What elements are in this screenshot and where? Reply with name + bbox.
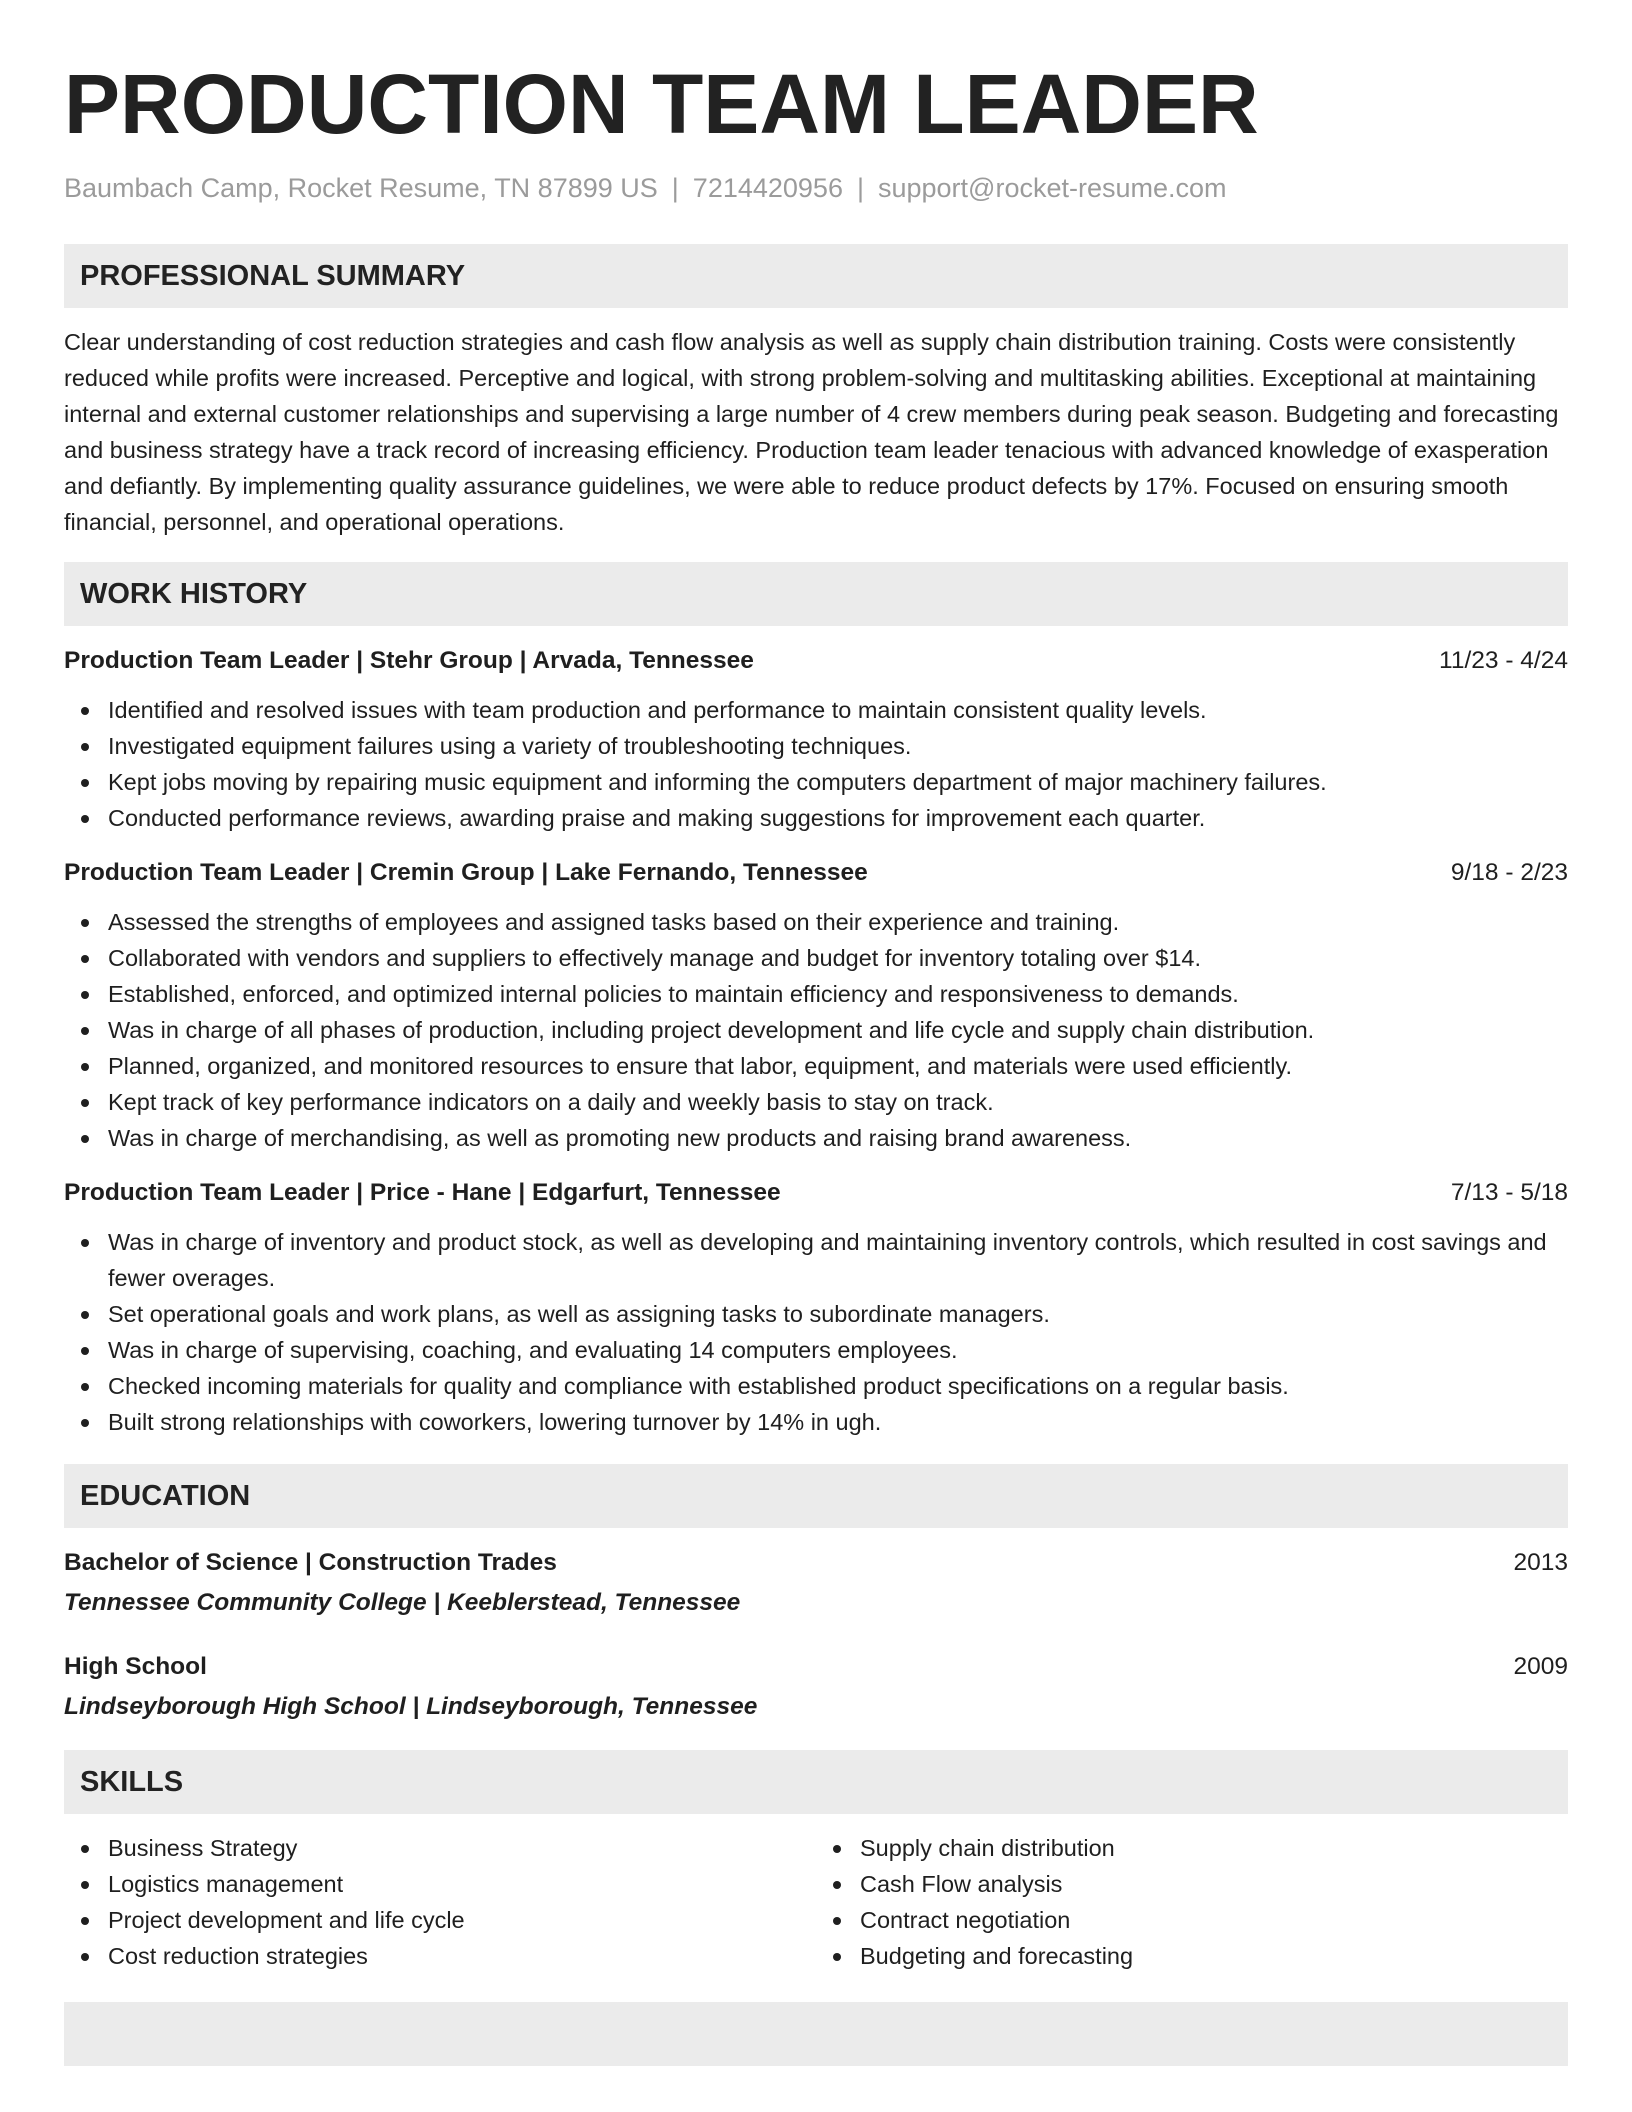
skill-item: Logistics management: [108, 1866, 816, 1902]
skill-item: Budgeting and forecasting: [860, 1938, 1568, 1974]
job-dates: 11/23 - 4/24: [1439, 647, 1568, 675]
resume-name: PRODUCTION TEAM LEADER: [64, 57, 1259, 151]
job-title: Production Team Leader | Cremin Group | Lake Fernando, Tennessee: [64, 859, 868, 887]
skill-item: Contract negotiation: [860, 1902, 1568, 1938]
job-dates: 9/18 - 2/23: [1450, 859, 1568, 887]
skills-heading: SKILLS: [64, 1750, 1568, 1814]
job-bullet: Was in charge of supervising, coaching, and evaluating 14 computers employees.: [108, 1332, 1568, 1368]
job-bullet: Kept track of key performance indicators on a daily and weekly basis to stay on track.: [108, 1084, 1568, 1120]
job-bullet: Established, enforced, and optimized internal policies to maintain efficiency and responsiveness to demands.: [108, 976, 1568, 1012]
contact-phone: 7214420956: [692, 173, 843, 203]
job-dates: 7/13 - 5/18: [1450, 1179, 1568, 1207]
education-degree: Bachelor of Science | Construction Trades: [64, 1549, 557, 1577]
contact-address: Baumbach Camp, Rocket Resume, TN 87899 US: [64, 173, 658, 203]
skill-item: Business Strategy: [108, 1830, 816, 1866]
job-bullets: [64, 1224, 1568, 1440]
job-header: [64, 644, 1568, 678]
job-bullet: Set operational goals and work plans, as well as assigning tasks to subordinate managers.: [108, 1296, 1568, 1332]
education-header: [64, 1546, 1568, 1580]
contact-email[interactable]: support@rocket-resume.com: [877, 173, 1227, 203]
summary-text: Clear understanding of cost reduction strategies and cash flow analysis as well as supply chain distribution training. Costs were consistently reduced while profits were increased. Perceptive and logical, with strong problem-solving and multitasking abilities. Exceptional at maintaining internal and external customer relationships and supervising a large number of 4 crew members during peak season. Budgeting and forecasting and business strategy have a track record of increasing efficiency. Production team leader tenacious with advanced knowledge of exasperation and defiantly. By implementing quality assurance guidelines, we were able to reduce product defects by 17%. Focused on ensuring smooth financial, personnel, and operational operations.: [64, 329, 1559, 536]
job-title: Production Team Leader | Stehr Group | Arvada, Tennessee: [64, 647, 754, 675]
job-bullet: Conducted performance reviews, awarding praise and making suggestions for improvement each quarter.: [108, 800, 1568, 836]
skills-column-right: [816, 1830, 1568, 1974]
education-year: 2013: [1513, 1549, 1568, 1577]
education-header: [64, 1650, 1568, 1684]
skills-list: [816, 1830, 1568, 1974]
job-entry: [64, 856, 1568, 1156]
skills-grid: [64, 1830, 1568, 1974]
education-school: Lindseyborough High School | Lindseyborough, Tennessee: [64, 1693, 758, 1721]
next-section-heading: [64, 2002, 1568, 2066]
job-bullet: Investigated equipment failures using a variety of troubleshooting techniques.: [108, 728, 1568, 764]
job-bullet: Collaborated with vendors and suppliers to effectively manage and budget for inventory totaling over $14.: [108, 940, 1568, 976]
skills-list: [64, 1830, 816, 1974]
job-bullet: Checked incoming materials for quality and compliance with established product specifications on a regular basis.: [108, 1368, 1568, 1404]
skill-item: Cost reduction strategies: [108, 1938, 816, 1974]
contact-separator: |: [671, 173, 679, 203]
job-bullets: [64, 904, 1568, 1156]
contact-separator: |: [856, 173, 864, 203]
summary-heading: PROFESSIONAL SUMMARY: [64, 244, 1568, 308]
job-entry: [64, 1176, 1568, 1440]
skills-column-left: [64, 1830, 816, 1974]
job-bullet: Built strong relationships with coworkers, lowering turnover by 14% in ugh.: [108, 1404, 1568, 1440]
education-heading: EDUCATION: [64, 1464, 1568, 1528]
job-bullet: Identified and resolved issues with team production and performance to maintain consistent quality levels.: [108, 692, 1568, 728]
job-bullet: Was in charge of inventory and product stock, as well as developing and maintaining inventory controls, which resulted in cost savings and fewer overages.: [108, 1224, 1568, 1296]
contact-line: [64, 172, 1568, 204]
job-entry: [64, 644, 1568, 836]
skill-item: Cash Flow analysis: [860, 1866, 1568, 1902]
job-bullet: Was in charge of merchandising, as well as promoting new products and raising brand awareness.: [108, 1120, 1568, 1156]
job-bullet: Planned, organized, and monitored resources to ensure that labor, equipment, and materials were used efficiently.: [108, 1048, 1568, 1084]
job-bullets: [64, 692, 1568, 836]
education-degree: High School: [64, 1653, 207, 1681]
job-bullet: Assessed the strengths of employees and assigned tasks based on their experience and training.: [108, 904, 1568, 940]
education-year: 2009: [1513, 1653, 1568, 1681]
job-header: [64, 1176, 1568, 1210]
job-title: Production Team Leader | Price - Hane | Edgarfurt, Tennessee: [64, 1179, 781, 1207]
education-school: Tennessee Community College | Keeblerstead, Tennessee: [64, 1589, 741, 1617]
education-entry: [64, 1650, 1568, 1724]
job-header: [64, 856, 1568, 890]
skill-item: Supply chain distribution: [860, 1830, 1568, 1866]
education-entry: [64, 1546, 1568, 1620]
job-bullet: Was in charge of all phases of production, including project development and life cycle and supply chain distribution.: [108, 1012, 1568, 1048]
job-bullet: Kept jobs moving by repairing music equipment and informing the computers department of major machinery failures.: [108, 764, 1568, 800]
work-history-heading: WORK HISTORY: [64, 562, 1568, 626]
skill-item: Project development and life cycle: [108, 1902, 816, 1938]
